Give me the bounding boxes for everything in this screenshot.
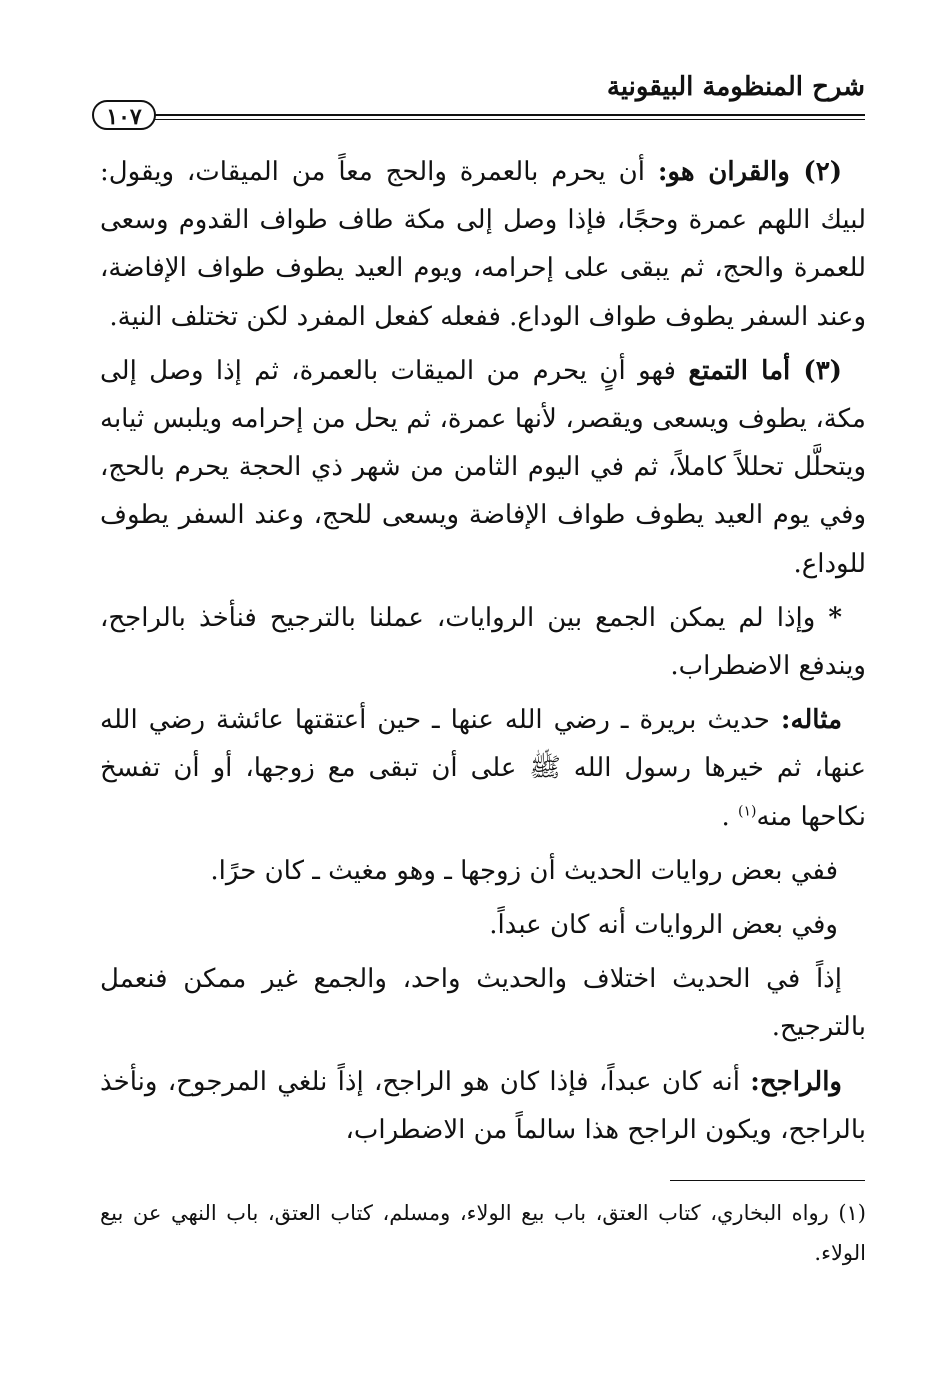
running-title: شرح المنظومة البيقونية	[606, 72, 865, 102]
paragraph-tamattu	[100, 347, 866, 588]
paragraph-body: أن يحرم بالعمرة والحج معاً من الميقات، ويقول: لبيك اللهم عمرة وحجًا، فإذا وصل إلى مكة طاف طواف القدوم وسعى للعمرة والحج، ثم يبقى على إحرامه، ويوم العيد يطوف طواف الإفاضة، وعند السفر يطوف طواف الوداع. ففعله كفعل المفرد لكن تختلف النية.	[100, 157, 866, 332]
page-header	[92, 70, 865, 130]
header-rule	[154, 114, 865, 116]
paragraph-lead: (٣) أما التمتع	[688, 355, 842, 386]
paragraph-riwaya-2	[100, 901, 866, 949]
paragraph-riwaya-1	[100, 847, 866, 895]
paragraph-tarjih	[100, 594, 866, 690]
paragraph-lead: مثاله:	[780, 705, 842, 736]
paragraph-body: وفي بعض الروايات أنه كان عبداً.	[489, 910, 838, 941]
paragraph-body: وإذا لم يمكن الجمع بين الروايات، عملنا بالترجيح فنأخذ بالراجح، ويندفع الاضطراب.	[100, 602, 866, 682]
page-number-badge: ١٠٧	[92, 100, 156, 130]
paragraph-conclusion	[100, 955, 866, 1051]
main-text	[100, 148, 866, 1160]
paragraph-lead: (٢) والقران هو:	[657, 157, 843, 187]
footnote-reference: (١)	[738, 802, 757, 819]
paragraph-body: أنه كان عبداً، فإذا كان هو الراجح، إذاً نلغي المرجوح، ونأخذ بالراجح، ويكون الراجح هذا سالماً من الاضطراب،	[100, 1066, 866, 1145]
paragraph-body: ففي بعض روايات الحديث أن زوجها ـ وهو مغيث ـ كان حرًا.	[210, 855, 838, 886]
footnote-separator	[670, 1180, 865, 1181]
paragraph-rajih	[100, 1058, 866, 1154]
paragraph-lead: والراجح:	[750, 1066, 842, 1097]
footnote: (١) رواه البخاري، كتاب العتق، باب بيع الولاء، ومسلم، كتاب العتق، باب النهي عن بيع الولاء.	[100, 1201, 866, 1265]
header-rule-thin	[154, 119, 865, 120]
paragraph-example	[100, 696, 866, 841]
paragraph-lead: *	[828, 602, 842, 633]
paragraph-tail: .	[721, 801, 739, 832]
paragraph-body: حديث بريرة ـ رضي الله عنها ـ حين أعتقتها عائشة رضي الله عنها، ثم خيرها رسول الله ﷺ على أن تبقى مع زوجها، أو أن تفسخ نكاحها منه	[100, 705, 866, 832]
paragraph-qiran	[100, 148, 866, 341]
paragraph-body: فهو أنٍ يحرم من الميقات بالعمرة، ثم إذا وصل إلى مكة، يطوف ويسعى ويقصر، لأنها عمرة، ثم يحل من إحرامه ويلبس ثيابه ويتحلَّل تحللاً كاملاً، ثم في اليوم الثامن من شهر ذي الحجة يحرم بالحج، وفي يوم العيد يطوف طواف الإفاضة ويسعى للحج، وعند السفر يطوف للوداع.	[100, 355, 867, 579]
paragraph-body: إذاً في الحديث اختلاف والحديث واحد، والجمع غير ممكن فنعمل بالترجيح.	[100, 964, 866, 1043]
